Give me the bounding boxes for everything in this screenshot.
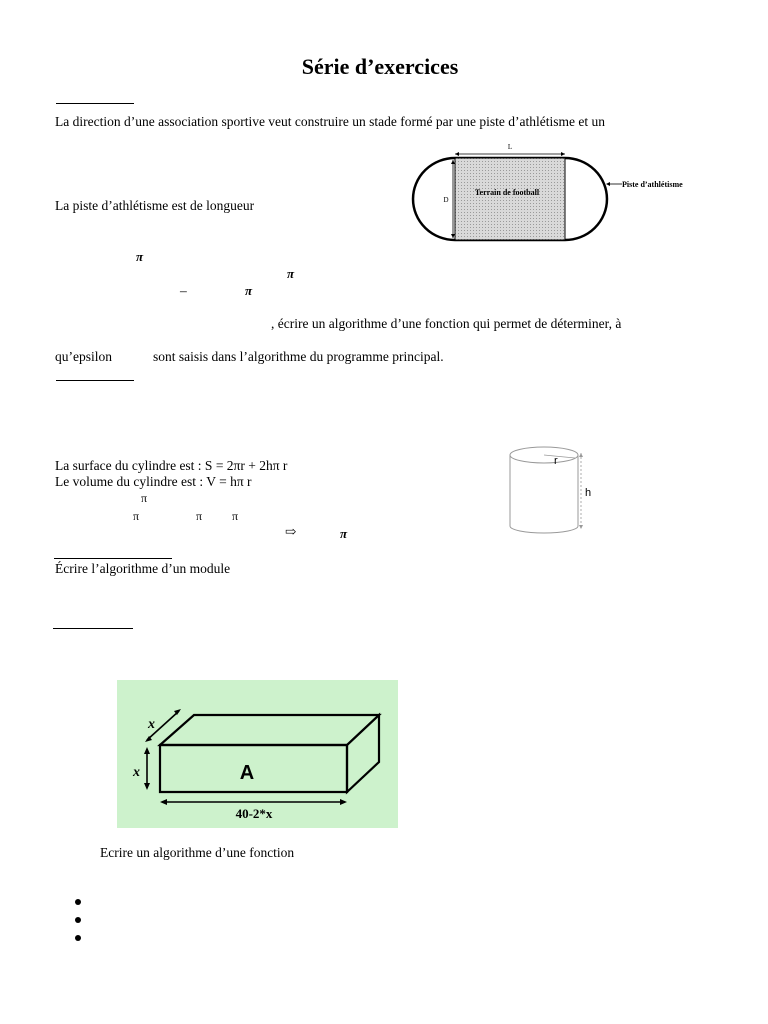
bullet-point [75, 899, 81, 905]
track-length-text: La piste d’athlétisme est de longueur [55, 198, 255, 213]
exercise-2-heading-rule [56, 380, 134, 381]
implies-arrow-icon: ⇨ [285, 524, 297, 539]
box-figure [117, 680, 398, 828]
field-label: Terrain de football [474, 188, 540, 197]
pi-symbol: π [136, 249, 144, 264]
label-length: 40-2*x [235, 806, 273, 821]
epsilon-suffix: sont saisis dans l’algorithme du programme principal. [153, 349, 444, 364]
cylinder-figure [505, 441, 605, 541]
page-title: Série d’exercices [301, 54, 459, 79]
cylinder-volume-formula: Le volume du cylindre est : V = hπ r [55, 474, 252, 489]
football-field [455, 158, 565, 240]
exercise-1-intro: La direction d’une association sportive veut construire un stade formé par une piste d’athlétisme et un [55, 114, 605, 129]
pi-symbol: π [196, 509, 203, 523]
pi-symbol: π [245, 283, 253, 298]
function-instruction: Ecrire un algorithme d’une fonction [100, 845, 295, 860]
bullet-point [75, 935, 81, 941]
bullet-point [75, 917, 81, 923]
pi-symbol: π [232, 509, 239, 523]
label-L: L [507, 143, 513, 151]
exercise-4-heading-rule [53, 628, 133, 629]
pi-symbol: π [141, 491, 148, 505]
exercise-1-heading-rule [56, 103, 134, 104]
pi-symbol: π [287, 266, 295, 281]
pi-symbol: π [340, 526, 348, 541]
label-A: A [239, 762, 255, 784]
module-instruction: Écrire l’algorithme d’un module [55, 561, 231, 576]
stadium-figure [404, 140, 704, 248]
label-D: D [443, 196, 449, 204]
epsilon-prefix: qu’epsilon [55, 349, 112, 364]
label-r: r [554, 455, 558, 467]
pi-symbol: π [133, 509, 140, 523]
minus-sign: – [180, 283, 187, 298]
label-x-side: x [133, 765, 140, 780]
algorithm-instruction: , écrire un algorithme d’une fonction qui permet de déterminer, à [271, 316, 622, 331]
cylinder-surface-formula: La surface du cylindre est : S = 2πr + 2hπ r [55, 458, 288, 473]
track-label: Piste d’athlétisme [622, 180, 683, 189]
exercise-3-heading-rule [54, 558, 172, 559]
label-x-top: x [148, 717, 155, 732]
label-h: h [585, 487, 592, 499]
